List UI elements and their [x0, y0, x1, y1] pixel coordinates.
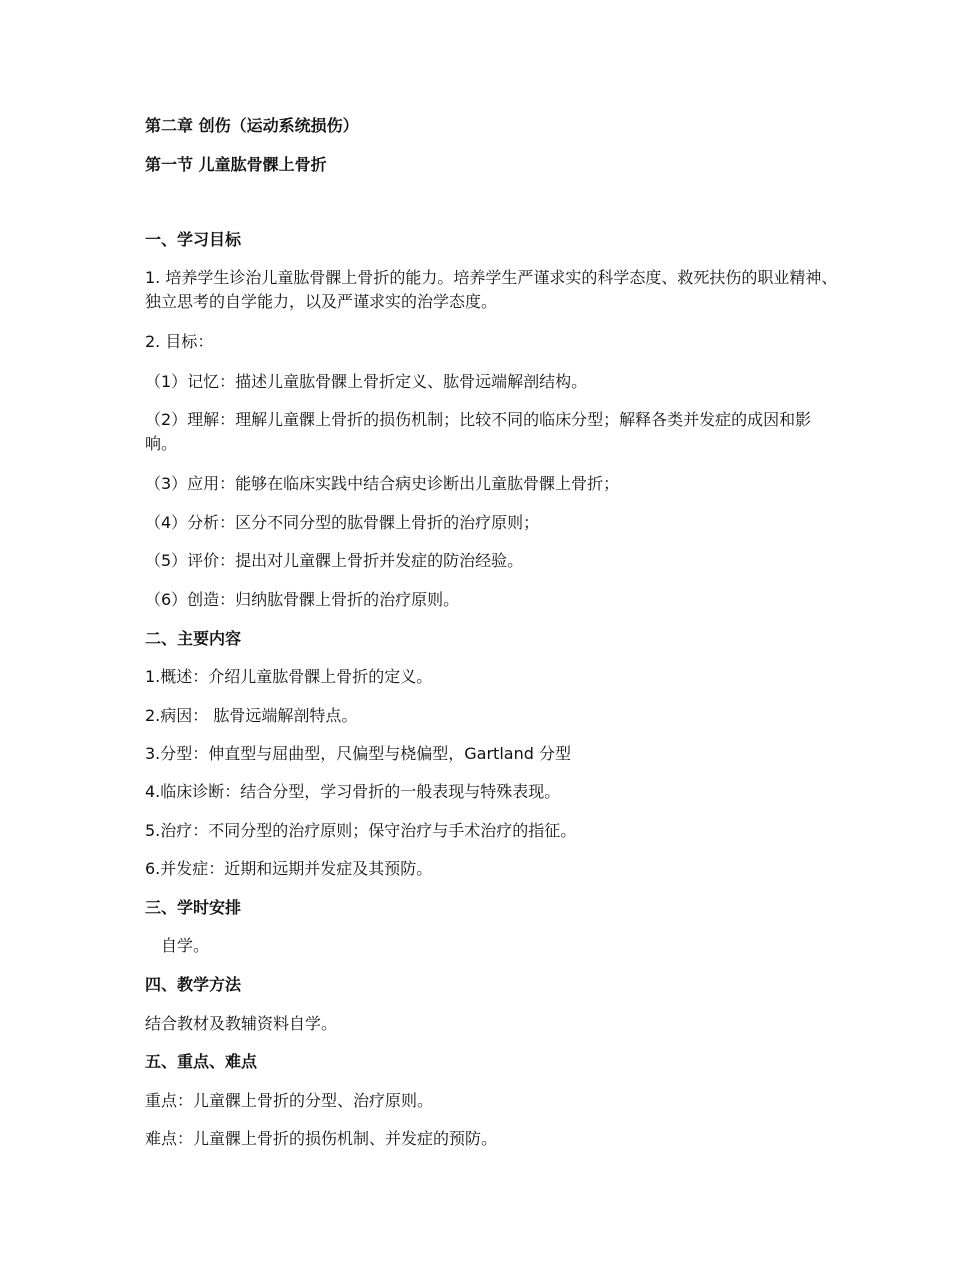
objectives-heading: 一、学习目标 — [145, 230, 242, 249]
objective-sub-5: （5）评价：提出对儿童髁上骨折并发症的防治经验。 — [145, 551, 524, 570]
content-item-5: 5.治疗：不同分型的治疗原则；保守治疗与手术治疗的指征。 — [145, 821, 577, 840]
objective-sub-6: （6）创造：归纳肱骨髁上骨折的治疗原则。 — [145, 590, 460, 609]
chapter-title: 第二章 创伤（运动系统损伤） — [145, 116, 359, 135]
section-title: 第一节 儿童肱骨髁上骨折 — [145, 155, 327, 174]
content-item-6: 6.并发症：近期和远期并发症及其预防。 — [145, 859, 433, 878]
objective-sub-1: （1）记忆：描述儿童肱骨髁上骨折定义、肱骨远端解剖结构。 — [145, 372, 588, 391]
schedule-text: 自学。 — [161, 936, 210, 955]
objective-item-1: 1. 培养学生诊治儿童肱骨髁上骨折的能力。培养学生严谨求实的科学态度、救死扶伤的职业精神、独立思考的自学能力，以及严谨求实的治学态度。 — [145, 268, 838, 311]
key-point-text: 重点：儿童髁上骨折的分型、治疗原则。 — [145, 1091, 434, 1110]
objective-sub-3: （3）应用：能够在临床实践中结合病史诊断出儿童肱骨髁上骨折； — [145, 474, 620, 493]
method-text: 结合教材及教辅资料自学。 — [145, 1014, 338, 1033]
content-item-4: 4.临床诊断：结合分型，学习骨折的一般表现与特殊表现。 — [145, 782, 561, 801]
content-item-3: 3.分型：伸直型与屈曲型，尺偏型与桡偏型，Gartland 分型 — [145, 744, 571, 763]
schedule-heading: 三、学时安排 — [145, 898, 242, 917]
content-item-2: 2.病因： 肱骨远端解剖特点。 — [145, 706, 358, 725]
content-heading: 二、主要内容 — [145, 629, 242, 648]
objective-sub-4: （4）分析：区分不同分型的肱骨髁上骨折的治疗原则； — [145, 513, 540, 532]
content-item-1: 1.概述：介绍儿童肱骨髁上骨折的定义。 — [145, 667, 433, 686]
objective-item-2: 2. 目标： — [145, 332, 214, 351]
objective-sub-2: （2）理解：理解儿童髁上骨折的损伤机制；比较不同的临床分型；解释各类并发症的成因和影响。 — [145, 410, 812, 453]
difficult-point-text: 难点：儿童髁上骨折的损伤机制、并发症的预防。 — [145, 1129, 498, 1148]
keypoints-heading: 五、重点、难点 — [145, 1052, 258, 1071]
method-heading: 四、教学方法 — [145, 975, 242, 994]
